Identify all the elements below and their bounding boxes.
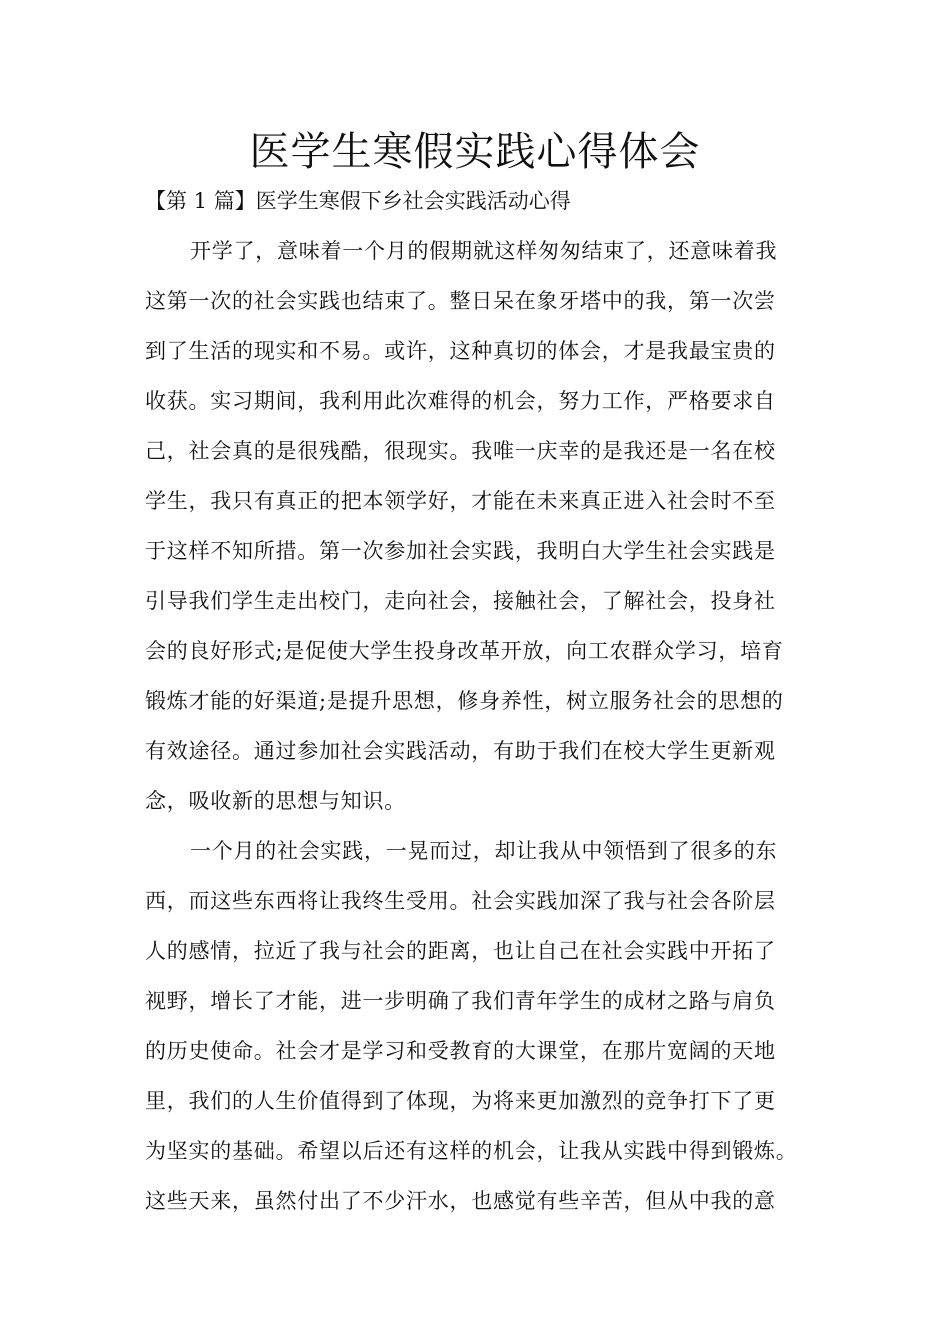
paragraph-2 xyxy=(145,826,825,1226)
paragraph-line: 己，社会真的是很残酷，很现实。我唯一庆幸的是我还是一名在校 xyxy=(145,439,776,463)
paragraph-line: 到了生活的现实和不易。或许，这种真切的体会，才是我最宝贵的 xyxy=(145,339,776,363)
document-title: 医学生寒假实践心得体会 xyxy=(249,129,701,175)
paragraph-line: 的历史使命。社会才是学习和受教育的大课堂，在那片宽阔的天地 xyxy=(145,1039,776,1063)
paragraph-line: 里，我们的人生价值得到了体现，为将来更加激烈的竞争打下了更 xyxy=(145,1089,776,1113)
paragraph-line: 引导我们学生走出校门，走向社会，接触社会，了解社会，投身社 xyxy=(145,589,776,613)
paragraph-line: 锻炼才能的好渠道;是提升思想，修身养性，树立服务社会的思想的 xyxy=(145,689,784,713)
paragraph-line: 学生，我只有真正的把本领学好，才能在未来真正进入社会时不至 xyxy=(145,489,776,513)
paragraph-line: 会的良好形式;是促使大学生投身改革开放，向工农群众学习，培育 xyxy=(145,639,784,663)
paragraph-line: 视野，增长了才能，进一步明确了我们青年学生的成材之路与肩负 xyxy=(145,989,776,1013)
paragraph-line: 这第一次的社会实践也结束了。整日呆在象牙塔中的我，第一次尝 xyxy=(145,289,776,313)
paragraph-line: 收获。实习期间，我利用此次难得的机会，努力工作，严格要求自 xyxy=(145,389,776,413)
paragraph-line: 这些天来，虽然付出了不少汗水，也感觉有些辛苦，但从中我的意 xyxy=(145,1189,776,1213)
paragraph-line: 于这样不知所措。第一次参加社会实践，我明白大学生社会实践是 xyxy=(145,539,776,563)
paragraph-line: 开学了，意味着一个月的假期就这样匆匆结束了，还意味着我 xyxy=(190,239,778,263)
section-heading: 【第 1 篇】医学生寒假下乡社会实践活动心得 xyxy=(145,189,571,213)
paragraph-line: 西，而这些东西将让我终生受用。社会实践加深了我与社会各阶层 xyxy=(145,889,776,913)
paragraph-line: 念，吸收新的思想与知识。 xyxy=(145,789,406,813)
paragraph-line: 一个月的社会实践，一晃而过，却让我从中领悟到了很多的东 xyxy=(190,839,778,863)
paragraph-line: 有效途径。通过参加社会实践活动，有助于我们在校大学生更新观 xyxy=(145,739,776,763)
paragraph-line: 为坚实的基础。希望以后还有这样的机会，让我从实践中得到锻炼。 xyxy=(145,1139,798,1163)
paragraph-1 xyxy=(145,226,825,826)
paragraph-line: 人的感情，拉近了我与社会的距离，也让自己在社会实践中开拓了 xyxy=(145,939,776,963)
